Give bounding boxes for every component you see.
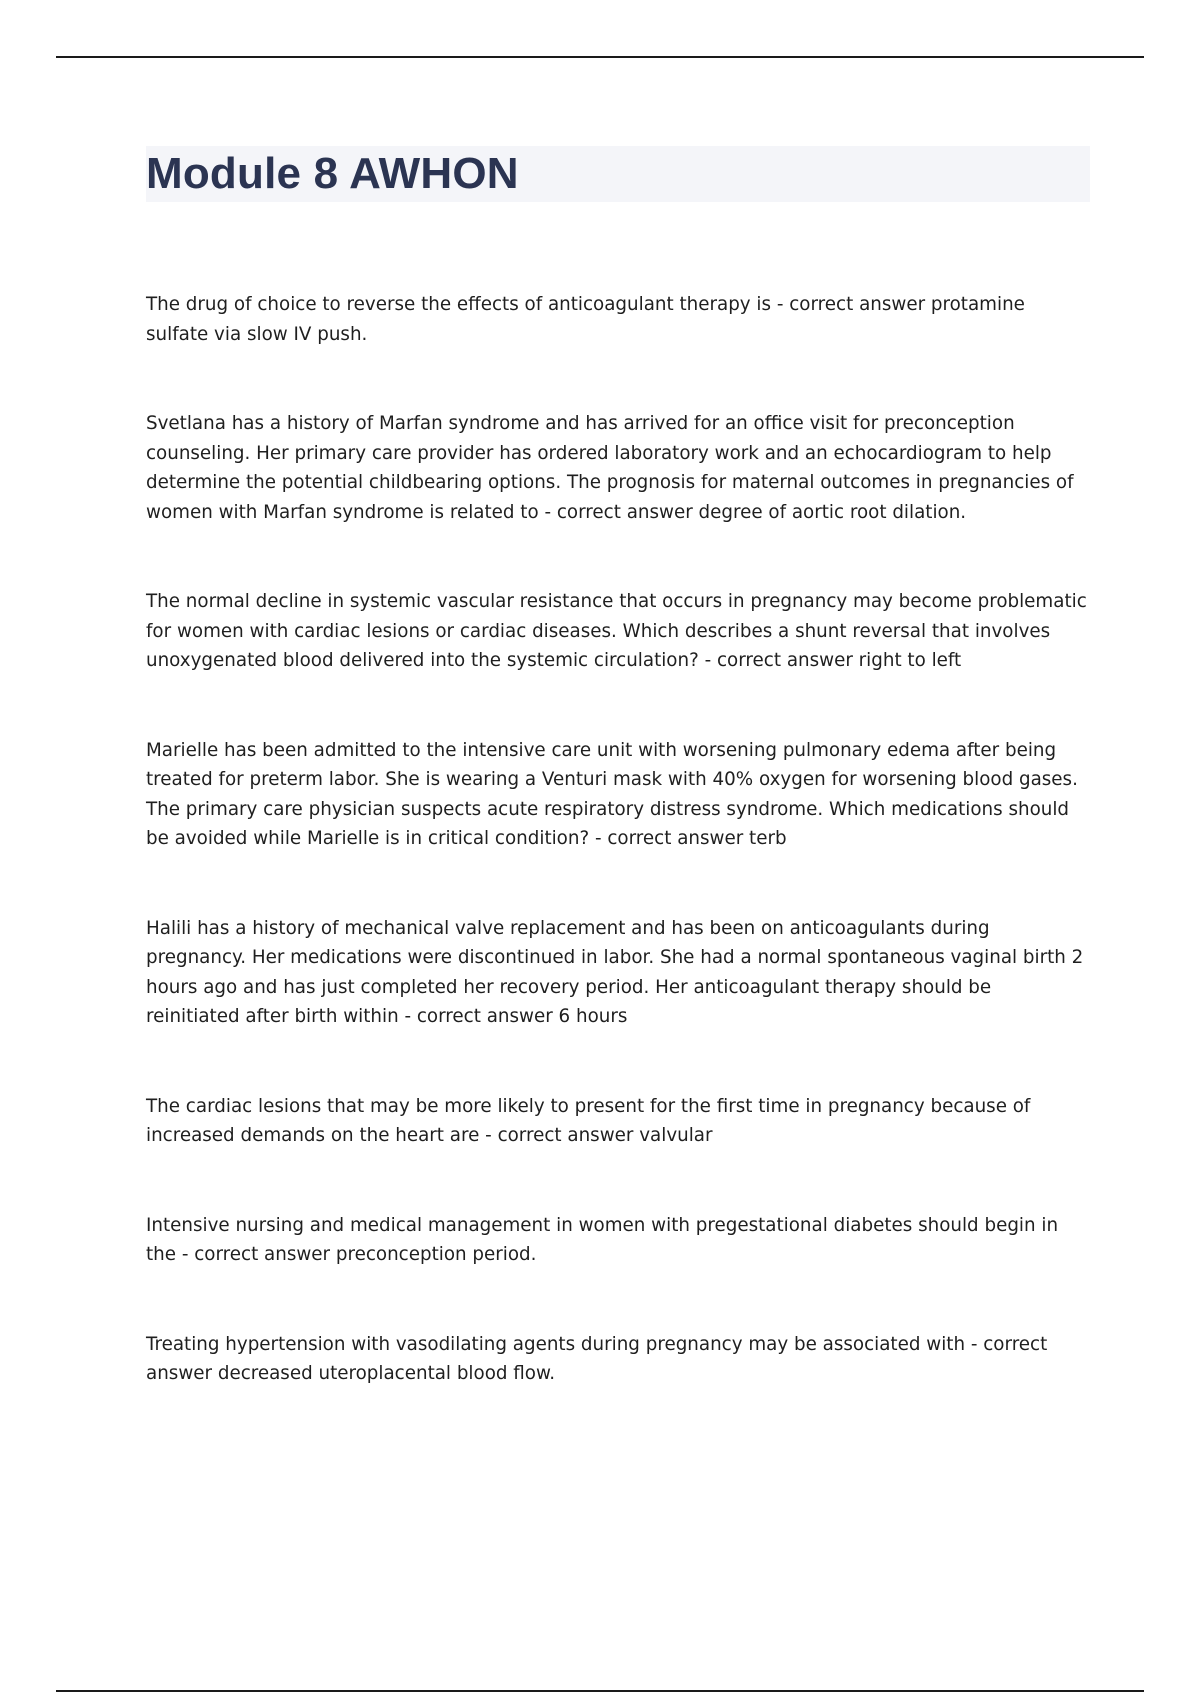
top-divider [56,56,1144,58]
qa-item: Treating hypertension with vasodilating agents during pregnancy may be associated with - correct answer decreased uteroplacental blood flow. [146,1333,1048,1384]
qa-item: The cardiac lesions that may be more likely to present for the first time in pregnancy because of increased demands on the heart are - correct answer valvular [146,1095,1031,1146]
qa-list [146,290,1090,1449]
bottom-divider [56,1690,1144,1692]
qa-item: Halili has a history of mechanical valve replacement and has been on anticoagulants during pregnancy. Her medications were discontinued in labor. She had a normal spontaneous vaginal birth 2 hours ago and has just completed her recovery period. Her anticoagulant therapy should be reinitiated after birth within - correct answer 6 hours [146,917,1084,1027]
qa-item: Marielle has been admitted to the intensive care unit with worsening pulmonary edema after being treated for preterm labor. She is wearing a Venturi mask with 40% oxygen for worsening blood gases. The primary care physician suspects acute respiratory distress syndrome. Which medications should be avoided while Marielle is in critical condition? - correct answer terb [146,739,1078,849]
qa-item: Intensive nursing and medical management in women with pregestational diabetes should begin in the - correct answer preconception period. [146,1214,1059,1265]
title-banner [146,146,1090,202]
qa-item: The normal decline in systemic vascular resistance that occurs in pregnancy may become problematic for women with cardiac lesions or cardiac diseases. Which describes a shunt reversal that involves unoxygenated blood delivered into the systemic circulation? - correct answer right to left [146,591,1087,671]
page-title: Module 8 AWHON [146,149,519,198]
qa-item: The drug of choice to reverse the effects of anticoagulant therapy is - correct answer protamine sulfate via slow IV push. [146,294,1025,345]
qa-item: Svetlana has a history of Marfan syndrome and has arrived for an office visit for preconception counseling. Her primary care provider has ordered laboratory work and an echocardiogram to help determine the potential childbearing options. The prognosis for maternal outcomes in pregnancies of women with Marfan syndrome is related to - correct answer degree of aortic root dilation. [146,413,1074,523]
